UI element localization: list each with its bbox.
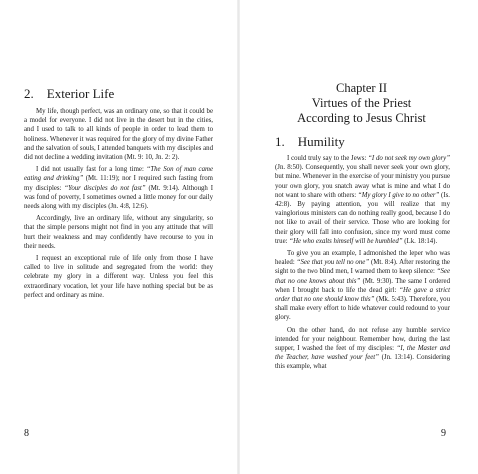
chapter-title-line-2: According to Jesus Christ (297, 111, 426, 126)
right-page-body (275, 154, 450, 375)
text-run: (Jn. 13:14). Considering this example, what (275, 354, 451, 371)
text-run: I could truly say to the Jews: (287, 155, 369, 162)
text-run: On the other hand, do not refuse any humble service intended for your neighbour. Remember how, during the last supper, I washed the feet of my disciples: (275, 326, 450, 353)
quotation: “I, the Master and the Teacher, have washed your feet” (275, 345, 450, 362)
page-number-right: 9 (441, 428, 446, 439)
quotation: “See that no one knows about this” (275, 268, 450, 285)
text-run: (Lk. 18:14). (402, 237, 438, 245)
chapter-heading (275, 81, 448, 127)
section-number: 2. (24, 86, 34, 101)
paragraph (275, 326, 450, 372)
paragraph (275, 249, 450, 323)
paragraph (275, 154, 450, 246)
quotation: “I do not seek my own glory” (368, 155, 451, 162)
text-run: (Mt. 9:14). Although I was fond of poverty, I sometimes owned a little money for our daily needs along with my disciples (Jn. 4:8, 12:6). (24, 184, 213, 211)
paragraph (24, 107, 213, 162)
text-run: (Mk. 5:43). Therefore, you shall make every effort to hide whatever could redound to your glory. (275, 296, 451, 322)
paragraph (24, 214, 213, 251)
quotation: “Your disciples do not fast” (64, 184, 146, 192)
left-page-body (24, 107, 213, 303)
text-run: (Jn. 8:50). Consequently, you shall never seek your own glory, but mine. Whenever in the exercise of your ministry you pursue your own glory, you snatch away what is mine and what I do not want to share with others: (275, 164, 450, 199)
text-run: (Mt. 11:19); nor I required such fasting from my disciples: (24, 175, 213, 192)
text-run: I did not usually fast for a long time: (36, 166, 147, 174)
page-number-left: 8 (24, 428, 29, 439)
text-run: My life, though perfect, was an ordinary one, so that it could be a model for everyone. I did not live in the desert but in the cities, and I used to talk to all kinds of people in order to lead them to holiness. Whenever it was required for the glory of my divine Father and the salvation of souls, I attended banquets with my disciples and did not decline a wedding invitation (Mt. 9: 10, Jn. 2: 2). (24, 108, 213, 162)
quotation: “He gave a strict order that no one should know this” (275, 286, 450, 304)
text-run: (Is. 42:8). By paying attention, you will realize that my vainglorious ministers can do nothing really good, because I do not like to avail of their service. Those who are looking for their glory will fall into confusion, since my word must come true: (275, 191, 450, 245)
text-run: (Mt. 9:30). The same I ordered when I brought back to life the dead girl: (275, 277, 450, 294)
text-run: (Mt. 8:4). After restoring the sight to the two blind men, I warned them to keep silence: (275, 259, 450, 276)
right-page (239, 0, 478, 474)
chapter-label: Chapter II (335, 81, 388, 95)
text-run: I request an exceptional rule of life only from those I have called to live in solitude and segregated from the world: they celebrate my glory in a different way. Unless you feel this extraordinary vocation, let your life have nothing special but be as perfect and ordinary as mine. (24, 255, 213, 299)
section-title: Humility (297, 134, 345, 149)
section-heading-exterior-life (24, 86, 114, 102)
section-heading-humility (275, 134, 345, 150)
quotation: “He who exalts himself will be humbled” (289, 237, 403, 245)
section-number: 1. (275, 134, 285, 149)
quotation: “See that you tell no one” (296, 259, 370, 267)
quotation: “The Son of man came eating and drinking” (24, 166, 213, 183)
paragraph (24, 254, 213, 300)
paragraph (24, 165, 213, 211)
quotation: “My glory I give to no other” (357, 191, 440, 199)
chapter-title-line-1: Virtues of the Priest (311, 96, 412, 111)
text-run: To give you an example, I admonished the leper who was healed: (275, 250, 450, 267)
text-run: Accordingly, live an ordinary life, without any singularity, so that the simple persons might not find in you any attitude that will hurt their weakness and may confidently have recourse to you in their needs. (24, 215, 213, 250)
section-title: Exterior Life (46, 86, 115, 101)
